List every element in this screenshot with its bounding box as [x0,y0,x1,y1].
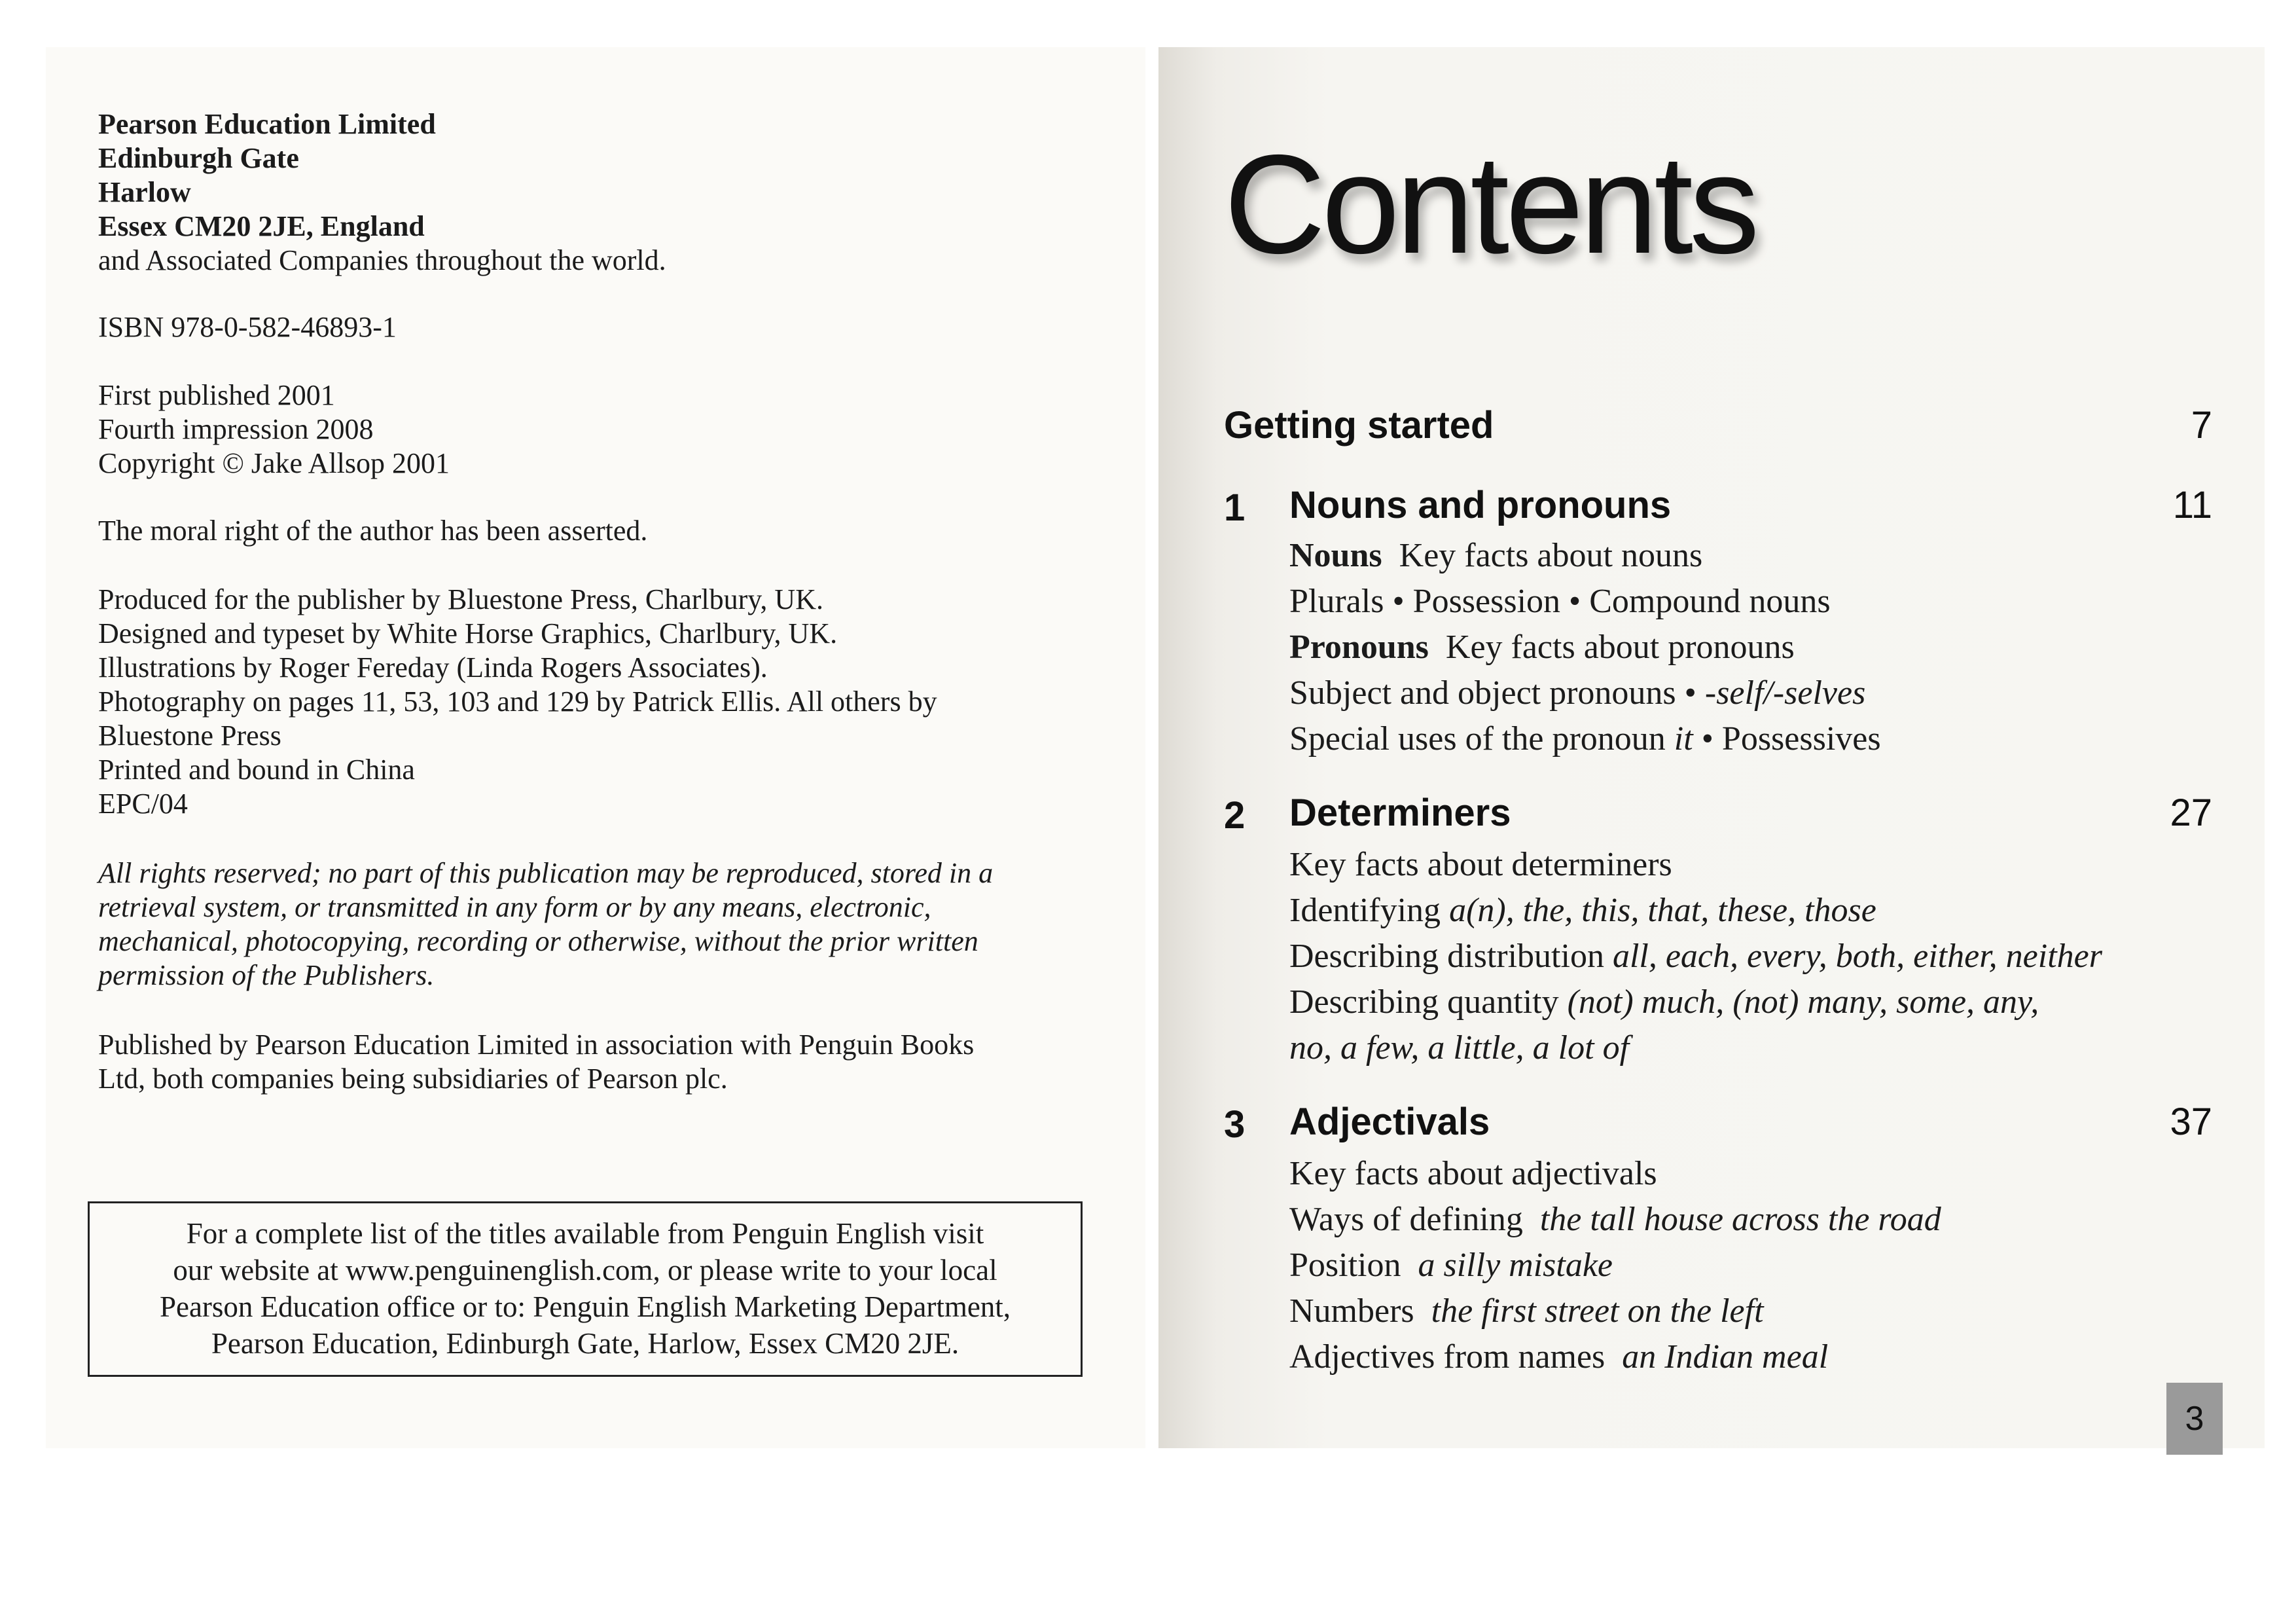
toc-subline [1289,934,2102,979]
rights-line: permission of the Publishers. [98,959,435,991]
toc-chapter-1 [1224,479,2212,532]
rights-line: All rights reserved; no part of this publication may be reproduced, stored in a [98,857,994,889]
publisher-line: Edinburgh Gate [98,142,299,174]
imprint-page [46,47,1145,1448]
notice-line: Pearson Education office or to: Penguin English Marketing Department, [159,1290,1011,1323]
subline-text: Plurals • Possession • Compound nouns [1289,583,1831,620]
subline-text: Adjectives from names [1289,1338,1605,1376]
credit-line: Printed and bound in China [98,754,415,786]
subline-example: all, each, every, both, either, neither [1612,938,2102,975]
published-by [98,1028,974,1096]
edition-line: First published 2001 [98,379,335,411]
toc-subline [1289,1197,1941,1243]
subline-example: a(n), the, this, that, these, those [1449,892,1876,929]
publisher-address [98,107,666,278]
credit-line: Illustrations by Roger Fereday (Linda Rogers Associates). [98,651,768,684]
credit-line: Designed and typeset by White Horse Graphics, Charlbury, UK. [98,617,838,649]
publisher-line: Pearson Education Limited [98,108,436,140]
chapter-title: Nouns and pronouns [1289,484,1672,526]
edition-line: Fourth impression 2008 [98,413,374,445]
toc-entry-title: Getting started [1224,404,1494,447]
toc-page-number: 27 [2170,792,2212,834]
rights-notice [98,856,993,993]
toc-subline [1289,1025,1629,1071]
toc-chapter-2 [1224,787,2212,839]
toc-subline [1289,1334,1828,1380]
production-credits [98,583,937,821]
toc-chapter-3 [1224,1096,2212,1148]
toc-subline [1289,716,1881,762]
toc-subline [1289,625,1795,670]
publisher-line: Essex CM20 2JE, England [98,210,425,242]
notice-line: our website at www.penguinenglish.com, or please write to your local [173,1254,997,1286]
subline-example: -self/-selves [1704,674,1866,712]
credit-line: Bluestone Press [98,720,281,752]
isbn [98,310,397,344]
subline-example: it [1674,720,1693,757]
subline-text: Subject and object pronouns • [1289,674,1696,712]
subline-example: the tall house across the road [1539,1201,1941,1238]
publisher-line: Harlow [98,176,191,208]
notice-line: Pearson Education, Edinburgh Gate, Harlow, Essex CM20 2JE. [211,1327,960,1360]
contents-title: Contents [1224,125,1756,283]
credit-line: EPC/04 [98,788,188,820]
toc-subline [1289,1243,1613,1288]
isbn-text: ISBN 978-0-582-46893-1 [98,311,397,343]
subline-text: Position [1289,1247,1401,1284]
rights-line: retrieval system, or transmitted in any form or by any means, electronic, [98,891,931,923]
subline-example: the first street on the left [1431,1292,1764,1330]
subline-text: Ways of defining [1289,1201,1523,1238]
toc-subline [1289,979,2039,1025]
notice-line: For a complete list of the titles available from Penguin English visit [186,1217,984,1250]
toc-subline [1289,579,1831,625]
moral-right [98,514,647,548]
contents-page [1158,47,2265,1448]
page-number-badge: 3 [2166,1383,2223,1455]
chapter-title: Determiners [1289,792,1511,834]
subline-text: Describing distribution [1289,938,1604,975]
credit-line: Photography on pages 11, 53, 103 and 129 by Patrick Ellis. All others by [98,685,937,718]
subline-text: Describing quantity [1289,983,1559,1021]
chapter-number: 2 [1224,794,1246,837]
subline-example: an Indian meal [1622,1338,1829,1376]
associated-companies: and Associated Companies throughout the world. [98,244,666,276]
toc-page-number: 11 [2172,484,2212,526]
subline-text: Key facts about determiners [1289,846,1672,883]
toc-subline [1289,1151,1657,1197]
credit-line: Produced for the publisher by Bluestone Press, Charlbury, UK. [98,583,823,615]
subline-example: no, a few, a little, a lot of [1289,1029,1630,1067]
chapter-number: 3 [1224,1103,1246,1146]
subline-text: Special uses of the pronoun [1289,720,1666,757]
subline-text: Identifying [1289,892,1441,929]
toc-entry-getting-started [1224,399,2212,452]
toc-subline [1289,888,1876,934]
rights-line: mechanical, photocopying, recording or otherwise, without the prior written [98,925,978,957]
toc-subline [1289,533,1702,579]
toc-subline [1289,670,1865,716]
subline-text: Key facts about pronouns [1445,629,1795,666]
subline-text: Key facts about nouns [1399,537,1703,574]
subline-tail: • Possessives [1701,720,1881,757]
subline-text: Numbers [1289,1292,1414,1330]
edition-info [98,378,450,481]
published-by-line: Ltd, both companies being subsidiaries of Pearson plc. [98,1063,728,1095]
toc-page-number: 7 [2191,404,2212,447]
subline-strong: Pronouns [1289,629,1429,666]
subline-strong: Nouns [1289,537,1382,574]
copyright-line: Copyright © Jake Allsop 2001 [98,447,450,479]
subline-text: Key facts about adjectivals [1289,1155,1657,1192]
toc-subline [1289,842,1672,888]
subline-example: (not) much, (not) many, some, any, [1567,983,2039,1021]
moral-right-text: The moral right of the author has been asserted. [98,515,648,547]
toc-subline [1289,1288,1764,1334]
toc-page-number: 37 [2170,1101,2212,1143]
subline-example: a silly mistake [1418,1247,1613,1284]
published-by-line: Published by Pearson Education Limited in association with Penguin Books [98,1029,975,1061]
chapter-title: Adjectivals [1289,1101,1490,1143]
website-notice-box [88,1201,1083,1377]
chapter-number: 1 [1224,486,1246,529]
